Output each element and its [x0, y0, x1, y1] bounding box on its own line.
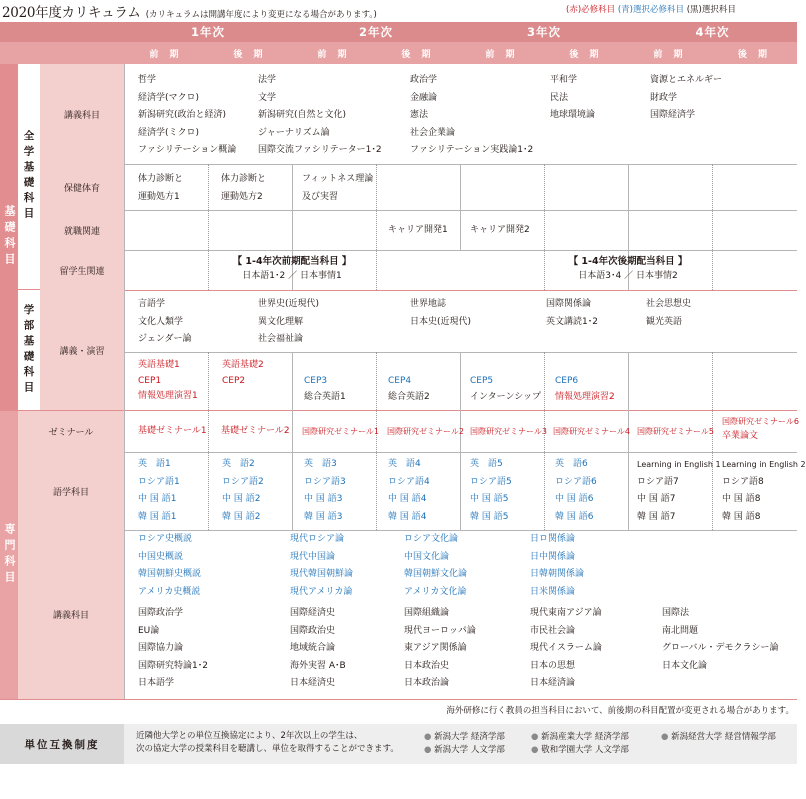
course: 情報処理演習2: [555, 391, 615, 402]
course-list: [404, 605, 476, 693]
course: 国際法: [662, 608, 690, 618]
course-list: [222, 456, 264, 526]
course: 韓 国 語2: [222, 511, 261, 522]
course: 韓国朝鮮文化論: [404, 569, 468, 580]
course-list: [304, 374, 346, 405]
course-list: [138, 358, 198, 405]
course: ロシア語6: [555, 476, 597, 487]
exchange-text-line1: 近隣他大学との単位互換協定により、2年次以上の学生は、: [136, 731, 363, 741]
university-name: 新潟大学 経済学部: [434, 732, 505, 742]
row-label-language: 語学科目: [18, 452, 124, 530]
course: ロシア史概説: [138, 534, 193, 544]
course: 英 語6: [555, 459, 588, 469]
course: CEP1: [138, 375, 162, 386]
course: 中 国 語7: [637, 494, 676, 505]
intl-first-block: [208, 254, 376, 284]
course: 金融論: [410, 92, 438, 103]
bullet-icon: ●: [424, 745, 432, 755]
course: 観光英語: [646, 316, 683, 327]
seminar-course: 国際研究ゼミナール2: [387, 427, 464, 436]
course-list: [221, 171, 266, 206]
semester-header-4: 後 期: [376, 42, 460, 64]
intl-first-head: 【 1-4年次前期配当科目 】: [232, 256, 352, 267]
course: 韓 国 語3: [304, 511, 343, 522]
year-header-3: 3年次: [460, 22, 628, 42]
course: 中 国 語1: [138, 494, 177, 505]
row-label-spec-lecture: 講義科目: [18, 530, 124, 699]
course: ジャーナリズム論: [258, 127, 330, 138]
course: 総合英語1: [304, 391, 346, 402]
course: 日本経済論: [530, 678, 576, 689]
course: 国際交流ファシリテーター1･2: [258, 145, 382, 156]
row-label-career: 就職関連: [40, 210, 124, 250]
category-dept-basic-label: 学部基礎科目: [22, 303, 35, 397]
row-label-intl: 留学生関連: [40, 250, 124, 290]
title-note: (カリキュラムは開講年度により変更になる場合があります。): [145, 10, 377, 20]
course: 日本史(近現代): [410, 316, 472, 327]
semester-divider: [376, 164, 377, 290]
course: グローバル・デモクラシー論: [662, 643, 779, 654]
course: 世界史(近現代): [258, 299, 320, 309]
legend-elective: (黒)選択科目: [686, 5, 736, 15]
course-list: [722, 414, 799, 444]
curriculum-table: [0, 22, 806, 699]
course: 文学: [258, 92, 277, 103]
course: 日本語学: [138, 678, 175, 689]
course: 韓 国 語5: [470, 511, 509, 522]
course: 日中関係論: [530, 551, 576, 562]
course: 国際研究特論1･2: [138, 660, 208, 671]
exchange-label: 単位互換制度: [0, 724, 124, 764]
course: 新潟研究(政治と経済): [138, 110, 227, 121]
seminar-course: 国際研究ゼミナール4: [553, 427, 630, 436]
course: 資源とエネルギー: [650, 75, 723, 85]
course: 中 国 語6: [555, 494, 594, 505]
course: 中 国 語4: [388, 494, 427, 505]
course: 韓国朝鮮史概説: [138, 569, 202, 580]
course: 異文化理解: [258, 316, 304, 327]
course-list: [650, 72, 722, 125]
course-list: [555, 456, 597, 526]
course: 現代ヨーロッパ論: [404, 625, 476, 636]
course-list: [388, 374, 430, 405]
course: ロシア語5: [470, 476, 512, 487]
course: 中 国 語5: [470, 494, 509, 505]
course: 哲学: [138, 75, 157, 85]
course: 英 語5: [470, 459, 503, 469]
course: 現代イスラーム論: [530, 643, 602, 654]
course: ロシア語4: [388, 476, 430, 487]
course-list: [302, 171, 373, 206]
semester-header-8: 後 期: [712, 42, 797, 64]
year-header-1: 1年次: [124, 22, 292, 42]
category-basic-label: 基礎科目: [3, 205, 16, 269]
course: 財政学: [650, 92, 678, 103]
course: アメリカ文化論: [404, 586, 467, 597]
course: EU論: [138, 625, 160, 636]
course: CEP3: [304, 376, 328, 386]
course: 国際政治学: [138, 608, 184, 618]
course-list: [646, 296, 691, 331]
course: 東アジア関係論: [404, 643, 467, 654]
course: 平和学: [550, 75, 578, 85]
course: 社会企業論: [410, 127, 456, 138]
course: フィットネス理論: [302, 174, 374, 184]
exchange-text: [136, 730, 399, 756]
divider: [0, 410, 797, 411]
course-list: [410, 72, 533, 160]
course-list: [662, 605, 779, 675]
course: 日本経済史: [290, 678, 336, 689]
seminar-course: 国際研究ゼミナール3: [470, 427, 547, 436]
row-label-seminar: ゼミナール: [18, 410, 124, 452]
course-list: [530, 531, 584, 601]
year-header-2: 2年次: [292, 22, 460, 42]
course: 英 語2: [222, 459, 255, 469]
course: 現代韓国朝鮮論: [290, 569, 354, 580]
course: 国際政治史: [290, 625, 336, 636]
course: 韓 国 語8: [722, 511, 761, 522]
course: 中 国 語2: [222, 494, 261, 505]
course: 国際組織論: [404, 608, 450, 618]
seminar-course: 基礎ゼミナール2: [221, 426, 290, 436]
course-list: [138, 171, 183, 206]
course-list: [555, 374, 615, 405]
semester-header-1: 前 期: [124, 42, 208, 64]
course: 中 国 語3: [304, 494, 343, 505]
exchange-university: [531, 743, 629, 755]
course: 中 国 語8: [722, 494, 761, 505]
category-specialized-label: 専門科目: [3, 522, 16, 587]
course: ロシア語1: [138, 476, 180, 487]
row-label-health: 保健体育: [40, 164, 124, 210]
course-list: [138, 456, 180, 526]
course: 地球環境論: [550, 110, 596, 121]
intl-first-items: 日本語1･2 ／ 日本事情1: [242, 271, 342, 281]
bullet-icon: ●: [661, 732, 669, 742]
course-list: [410, 296, 471, 331]
university-name: 新潟大学 人文学部: [434, 745, 505, 755]
course: 日本政治論: [404, 678, 450, 689]
course-list: [138, 531, 201, 601]
category-specialized: [0, 410, 18, 699]
category-basic: [0, 64, 18, 410]
intl-second-head: 【 1-4年次後期配当科目 】: [568, 256, 688, 267]
course: ファシリテーション概論: [138, 145, 237, 156]
course: 総合英語2: [388, 391, 430, 402]
semester-divider: [712, 164, 713, 290]
course: 日本の思想: [530, 660, 576, 671]
course: 英 語3: [304, 459, 337, 469]
course: CEP2: [222, 375, 246, 386]
semester-header-7: 前 期: [628, 42, 712, 64]
thesis: 卒業論文: [722, 431, 759, 441]
course: 情報処理演習1: [138, 391, 198, 401]
bullet-icon: ●: [531, 745, 539, 755]
course: 中国文化論: [404, 551, 450, 562]
course: 国際経済史: [290, 608, 336, 618]
intl-second-items: 日本語3･4 ／ 日本事情2: [578, 271, 678, 281]
bullet-icon: ●: [531, 732, 539, 742]
course: 海外実習 A･B: [290, 660, 346, 671]
column-border: [124, 64, 125, 699]
course: 韓 国 語1: [138, 511, 177, 522]
course: 現代アメリカ論: [290, 586, 353, 597]
divider: [124, 250, 797, 251]
course: 言語学: [138, 299, 166, 309]
column-border: [628, 352, 629, 530]
page-title: [2, 1, 377, 21]
course: 体力診断と: [221, 174, 267, 184]
column-border: [460, 352, 461, 530]
course: ロシア語8: [722, 476, 764, 487]
course: キャリア開発2: [470, 225, 530, 235]
course: 及び実習: [302, 191, 339, 202]
course: 社会思想史: [646, 299, 692, 309]
course: 世界地誌: [410, 299, 447, 309]
course: CEP5: [470, 376, 494, 386]
course-list: [138, 605, 208, 693]
course: 韓 国 語7: [637, 511, 676, 522]
course: ロシア語2: [222, 476, 264, 487]
course: 韓 国 語6: [555, 511, 594, 522]
course: 国際協力論: [138, 643, 184, 654]
legend-selective-required: (青)選択必修科目: [617, 5, 684, 15]
seminar-course: 国際研究ゼミナール6: [722, 417, 799, 426]
course: 日ロ関係論: [530, 534, 576, 544]
course: ロシア文化論: [404, 534, 459, 544]
course: 国際経済学: [650, 110, 696, 121]
course-list: [530, 605, 602, 693]
course-list: [258, 72, 382, 160]
course: 英語基礎2: [222, 360, 264, 370]
bullet-icon: ●: [424, 732, 432, 742]
course-list: [258, 296, 319, 349]
course: 社会福祉論: [258, 334, 304, 345]
column-border: [460, 164, 461, 250]
course-list: [470, 374, 541, 405]
course: CEP4: [388, 376, 412, 386]
course: 日米関係論: [530, 586, 576, 597]
row-label-lecture: 講義科目: [40, 64, 124, 164]
seminar-course: 国際研究ゼミナール1: [302, 427, 379, 436]
course-list: [722, 456, 806, 526]
course: 英 語4: [388, 459, 421, 469]
semester-header-6: 後 期: [544, 42, 628, 64]
course: 市民社会論: [530, 625, 576, 636]
year-header-4: 4年次: [628, 22, 797, 42]
course: 運動処方2: [221, 191, 263, 202]
course: 法学: [258, 75, 277, 85]
course: 現代ロシア論: [290, 534, 345, 544]
course: 英語基礎1: [138, 360, 180, 370]
course: 現代中国論: [290, 551, 336, 562]
semester-header-3: 前 期: [292, 42, 376, 64]
intl-second-block: [544, 254, 712, 284]
course-list: [290, 531, 353, 601]
course: 憲法: [410, 110, 429, 121]
category-general-basic-label: 全学基礎科目: [22, 130, 35, 223]
divider: [124, 290, 797, 291]
course: Learning in English 2: [722, 460, 806, 469]
row-label-exercise: 講義・演習: [40, 290, 124, 410]
exchange-university: [531, 730, 629, 742]
university-name: 敬和学園大学 人文学部: [541, 745, 629, 755]
column-border: [292, 352, 293, 530]
course-list: [222, 358, 264, 389]
course: 新潟研究(自然と文化): [258, 110, 347, 121]
semester-divider: [376, 352, 377, 530]
course: 国際関係論: [546, 299, 592, 309]
course: 体力診断と: [138, 174, 184, 184]
category-dept-basic: [18, 290, 40, 410]
seminar-course: 国際研究ゼミナール5: [637, 427, 714, 436]
course: 英文講読1･2: [546, 316, 598, 327]
seminar-course: 基礎ゼミナール1: [138, 426, 207, 436]
course-list: [550, 72, 595, 125]
divider: [0, 699, 797, 700]
header-corner-lower: [0, 42, 124, 64]
exchange-university: [424, 743, 505, 755]
exchange-text-line2: 次の協定大学の授業科目を聴講し、単位を取得することができます。: [136, 744, 399, 754]
course: インターンシップ: [470, 391, 542, 402]
semester-header-5: 前 期: [460, 42, 544, 64]
course: 韓 国 語4: [388, 511, 427, 522]
course: 南北問題: [662, 625, 699, 636]
semester-divider: [208, 352, 209, 530]
course: アメリカ史概説: [138, 586, 201, 597]
exchange-university: [661, 730, 776, 742]
course: 文化人類学: [138, 316, 184, 327]
category-general-basic: [18, 64, 40, 290]
course: ファシリテーション実践論1･2: [410, 145, 534, 156]
course-list: [404, 531, 467, 601]
title-main: 2020年度カリキュラム: [2, 5, 141, 21]
course-list: [304, 456, 346, 526]
course: 民法: [550, 92, 569, 103]
course: 経済学(マクロ): [138, 92, 200, 103]
course: ロシア語3: [304, 476, 346, 487]
course: 経済学(ミクロ): [138, 127, 200, 138]
footnote: 海外研修に行く教員の担当科目において、前後期の科目配置が変更される場合があります。: [446, 706, 794, 716]
exchange-university: [424, 730, 505, 742]
course: 政治学: [410, 75, 438, 85]
course-list: [470, 456, 512, 526]
course: 現代東南アジア論: [530, 608, 602, 618]
legend-required: (赤)必修科目: [566, 5, 616, 15]
course: 英 語1: [138, 459, 171, 469]
course: Learning in English 1: [637, 460, 721, 469]
legend: [566, 3, 736, 15]
course: 日本文化論: [662, 660, 708, 671]
university-name: 新潟経営大学 経営情報学部: [671, 732, 776, 742]
course: 日本政治史: [404, 660, 450, 671]
course: ジェンダー論: [138, 334, 192, 345]
course: 日韓朝関係論: [530, 569, 585, 580]
course: ロシア語7: [637, 476, 679, 487]
course-list: [546, 296, 598, 331]
university-name: 新潟産業大学 経済学部: [541, 732, 629, 742]
course-list: [138, 72, 236, 160]
course: 地域統合論: [290, 643, 336, 654]
course: 中国史概説: [138, 551, 184, 562]
course-list: [388, 456, 430, 526]
semester-divider: [544, 352, 545, 530]
course-list: [290, 605, 346, 693]
course: キャリア開発1: [388, 225, 448, 235]
semester-header-2: 後 期: [208, 42, 292, 64]
course-list: [138, 296, 191, 349]
course: CEP6: [555, 376, 579, 386]
course: 運動処方1: [138, 191, 180, 202]
course-list: [637, 456, 721, 526]
